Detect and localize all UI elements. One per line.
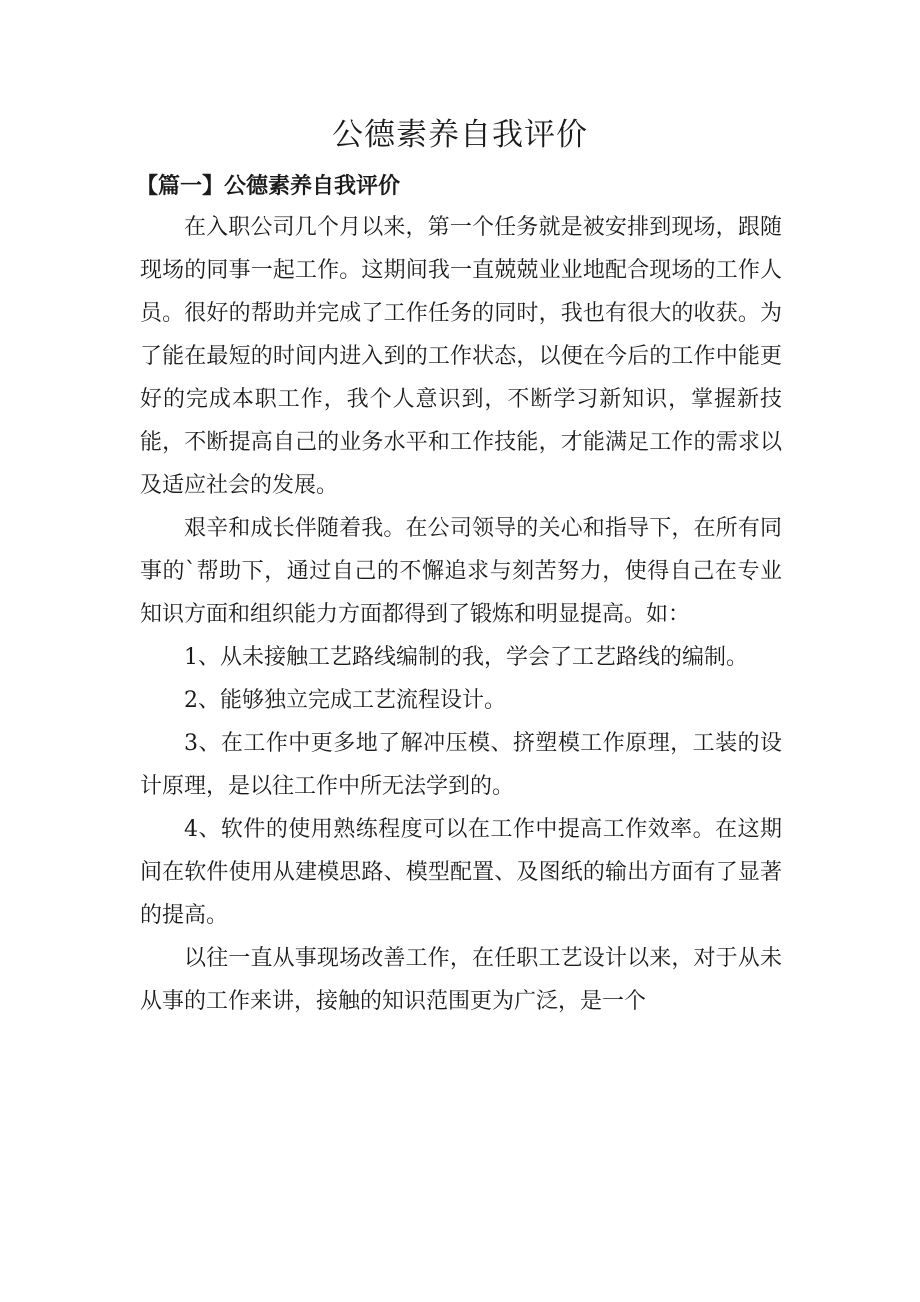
- list-item: 2、能够独立完成工艺流程设计。: [184, 688, 506, 713]
- list-item: 3、在工作中更多地了解冲压模、挤塑模工作原理，工装的设计原理，是以往工作中所无法学到的。: [140, 731, 782, 799]
- body-paragraph: 以往一直从事现场改善工作，在任职工艺设计以来，对于从未从事的工作来讲，接触的知识范围更为广泛，是一个: [140, 946, 782, 1014]
- document-body: [140, 206, 782, 1023]
- list-item: 4、软件的使用熟练程度可以在工作中提高工作效率。在这期间在软件使用从建模思路、模型配置、及图纸的输出方面有了显著的提高。: [140, 817, 782, 928]
- section-heading: 【篇一】公德素养自我评价: [136, 173, 401, 199]
- document-title: 公德素养自我评价: [332, 117, 588, 153]
- body-paragraph: 在入职公司几个月以来，第一个任务就是被安排到现场，跟随现场的同事一起工作。这期间我一直兢兢业业地配合现场的工作人员。很好的帮助并完成了工作任务的同时，我也有很大的收获。为了能在最短的时间内进入到的工作状态，以便在今后的工作中能更好的完成本职工作，我个人意识到，不断学习新知识，掌握新技能，不断提高自己的业务水平和工作技能，才能满足工作的需求以及适应社会的发展。: [140, 215, 782, 498]
- list-item: 1、从未接触工艺路线编制的我，学会了工艺路线的编制。: [184, 645, 748, 670]
- body-paragraph: 艰辛和成长伴随着我。在公司领导的关心和指导下，在所有同事的`帮助下，通过自己的不懈追求与刻苦努力，使得自己在专业知识方面和组织能力方面都得到了锻炼和明显提高。如：: [140, 516, 782, 627]
